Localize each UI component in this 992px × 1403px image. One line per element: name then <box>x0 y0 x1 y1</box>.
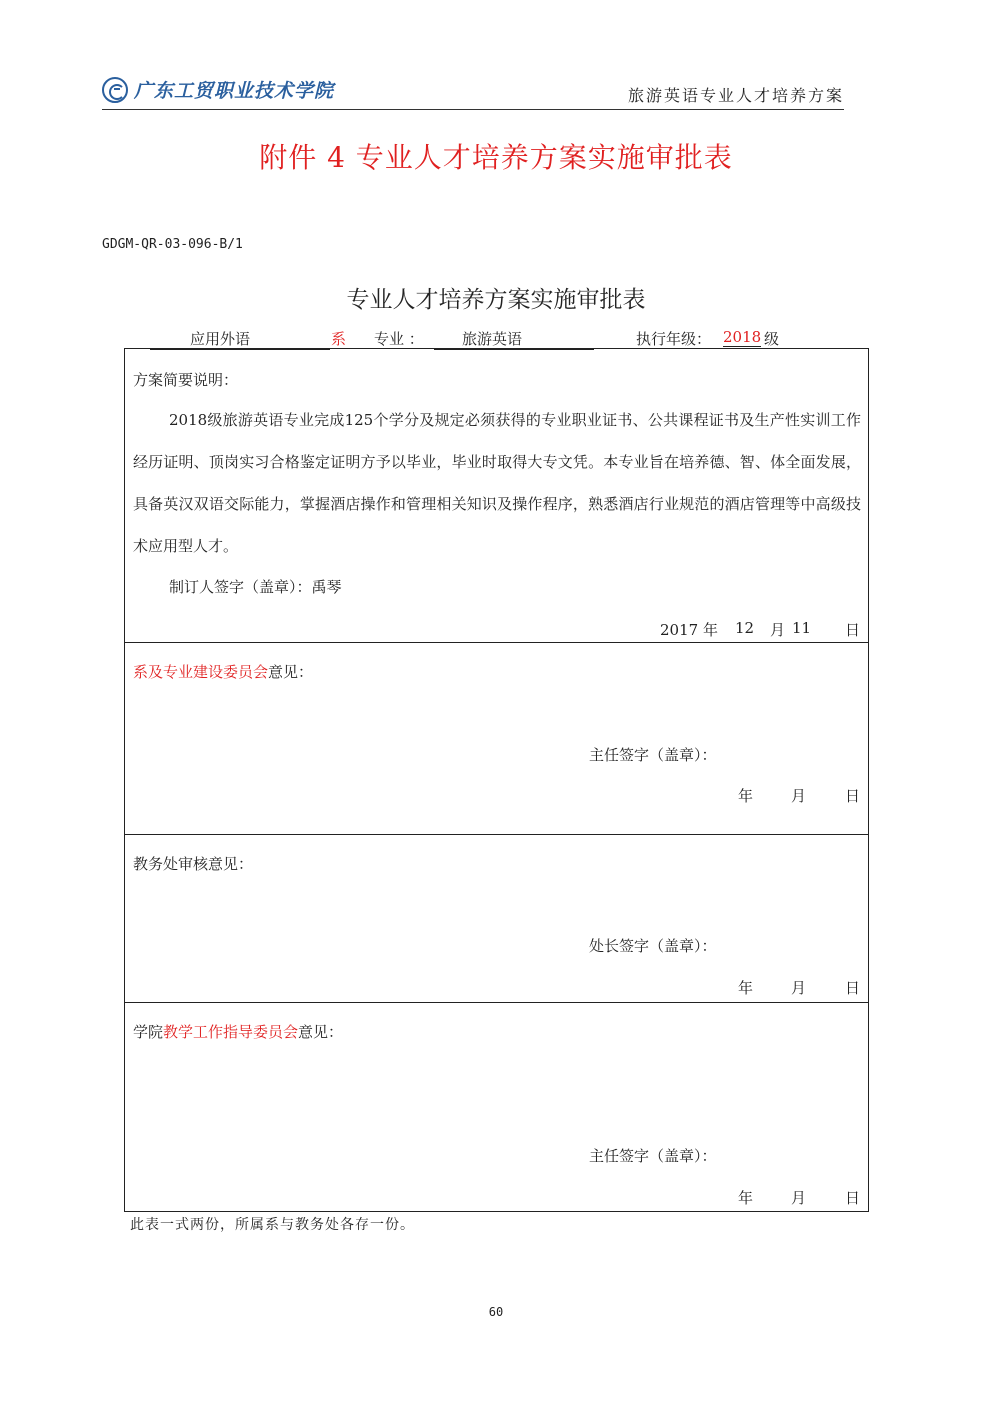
college-logo <box>102 76 334 103</box>
summary-label: 方案简要说明： <box>133 371 239 389</box>
summary-month: 12 <box>735 619 755 637</box>
form-code: GDGM-QR-03-096-B/1 <box>102 237 243 252</box>
grade-suffix: 级 <box>764 330 780 348</box>
dept-committee-cell <box>125 643 868 835</box>
college-day-label: 日 <box>845 1189 861 1207</box>
college-emblem-icon <box>102 77 128 103</box>
academic-affairs-cell <box>125 835 868 1003</box>
approval-table <box>124 348 869 1212</box>
dept-committee-label-red: 系及专业建设委员会 <box>133 663 269 681</box>
college-committee-cell <box>125 1003 868 1211</box>
page-header <box>102 72 844 110</box>
academic-head-signature: 处长签字（盖章）： <box>589 937 717 955</box>
major-label: 专业 ： <box>374 330 424 348</box>
attachment-title: 附件 4 专业人才培养方案实施审批表 <box>259 141 733 174</box>
college-director-signature: 主任签字（盖章）： <box>589 1147 717 1165</box>
academic-day-label: 日 <box>845 979 861 997</box>
drafter-signature: 制订人签字（盖章）：禹琴 <box>169 578 342 596</box>
summary-paragraph: 2018级旅游英语专业完成125个学分及规定必须获得的专业职业证书、公共课程证书及生产性实训工作经历证明、顶岗实习合格鉴定证明方予以毕业，毕业时取得大专文凭。本专业旨在培养德、智、体全面发展，具备英汉双语交际能力，掌握酒店操作和管理相关知识及操作程序，熟悉酒店行业规范的酒店管理等中高级技术应用型人才。 <box>133 411 861 555</box>
summary-day: 11 <box>792 619 812 637</box>
dept-month-label: 月 <box>791 787 807 805</box>
academic-month-label: 月 <box>791 979 807 997</box>
header-document-title: 旅游英语专业人才培养方案 <box>627 86 844 105</box>
form-title: 专业人才培养方案实施审批表 <box>346 287 646 313</box>
summary-month-label: 月 <box>770 621 786 639</box>
college-year-label: 年 <box>738 1189 754 1207</box>
college-committee-label-suffix: 意见： <box>298 1023 344 1041</box>
summary-day-label: 日 <box>845 621 861 639</box>
dept-year-label: 年 <box>738 787 754 805</box>
college-committee-label-red: 教学工作指导委员会 <box>163 1023 299 1041</box>
logo-text: 广东工贸职业技术学院 <box>134 80 335 102</box>
dept-day-label: 日 <box>845 787 861 805</box>
college-month-label: 月 <box>791 1189 807 1207</box>
form-meta-row <box>124 328 869 348</box>
department-suffix: 系 <box>331 330 347 348</box>
major-value: 旅游英语 <box>434 328 594 350</box>
summary-year: 2017 年 <box>660 621 718 639</box>
grade-value: 2018 <box>723 328 762 346</box>
dept-committee-label-suffix: 意见： <box>268 663 314 681</box>
department-value: 应用外语 <box>150 328 330 350</box>
page-number: 60 <box>488 1305 504 1319</box>
grade-label: 执行年级： <box>636 330 712 348</box>
summary-cell <box>125 349 868 643</box>
college-committee-label <box>133 1021 343 1042</box>
college-committee-label-prefix: 学院 <box>133 1023 164 1041</box>
dept-director-signature: 主任签字（盖章）： <box>589 746 717 764</box>
table-footnote: 此表一式两份，所属系与教务处各存一份。 <box>130 1217 415 1233</box>
academic-affairs-label: 教务处审核意见： <box>133 855 254 873</box>
dept-committee-label <box>133 661 313 682</box>
academic-year-label: 年 <box>738 979 754 997</box>
